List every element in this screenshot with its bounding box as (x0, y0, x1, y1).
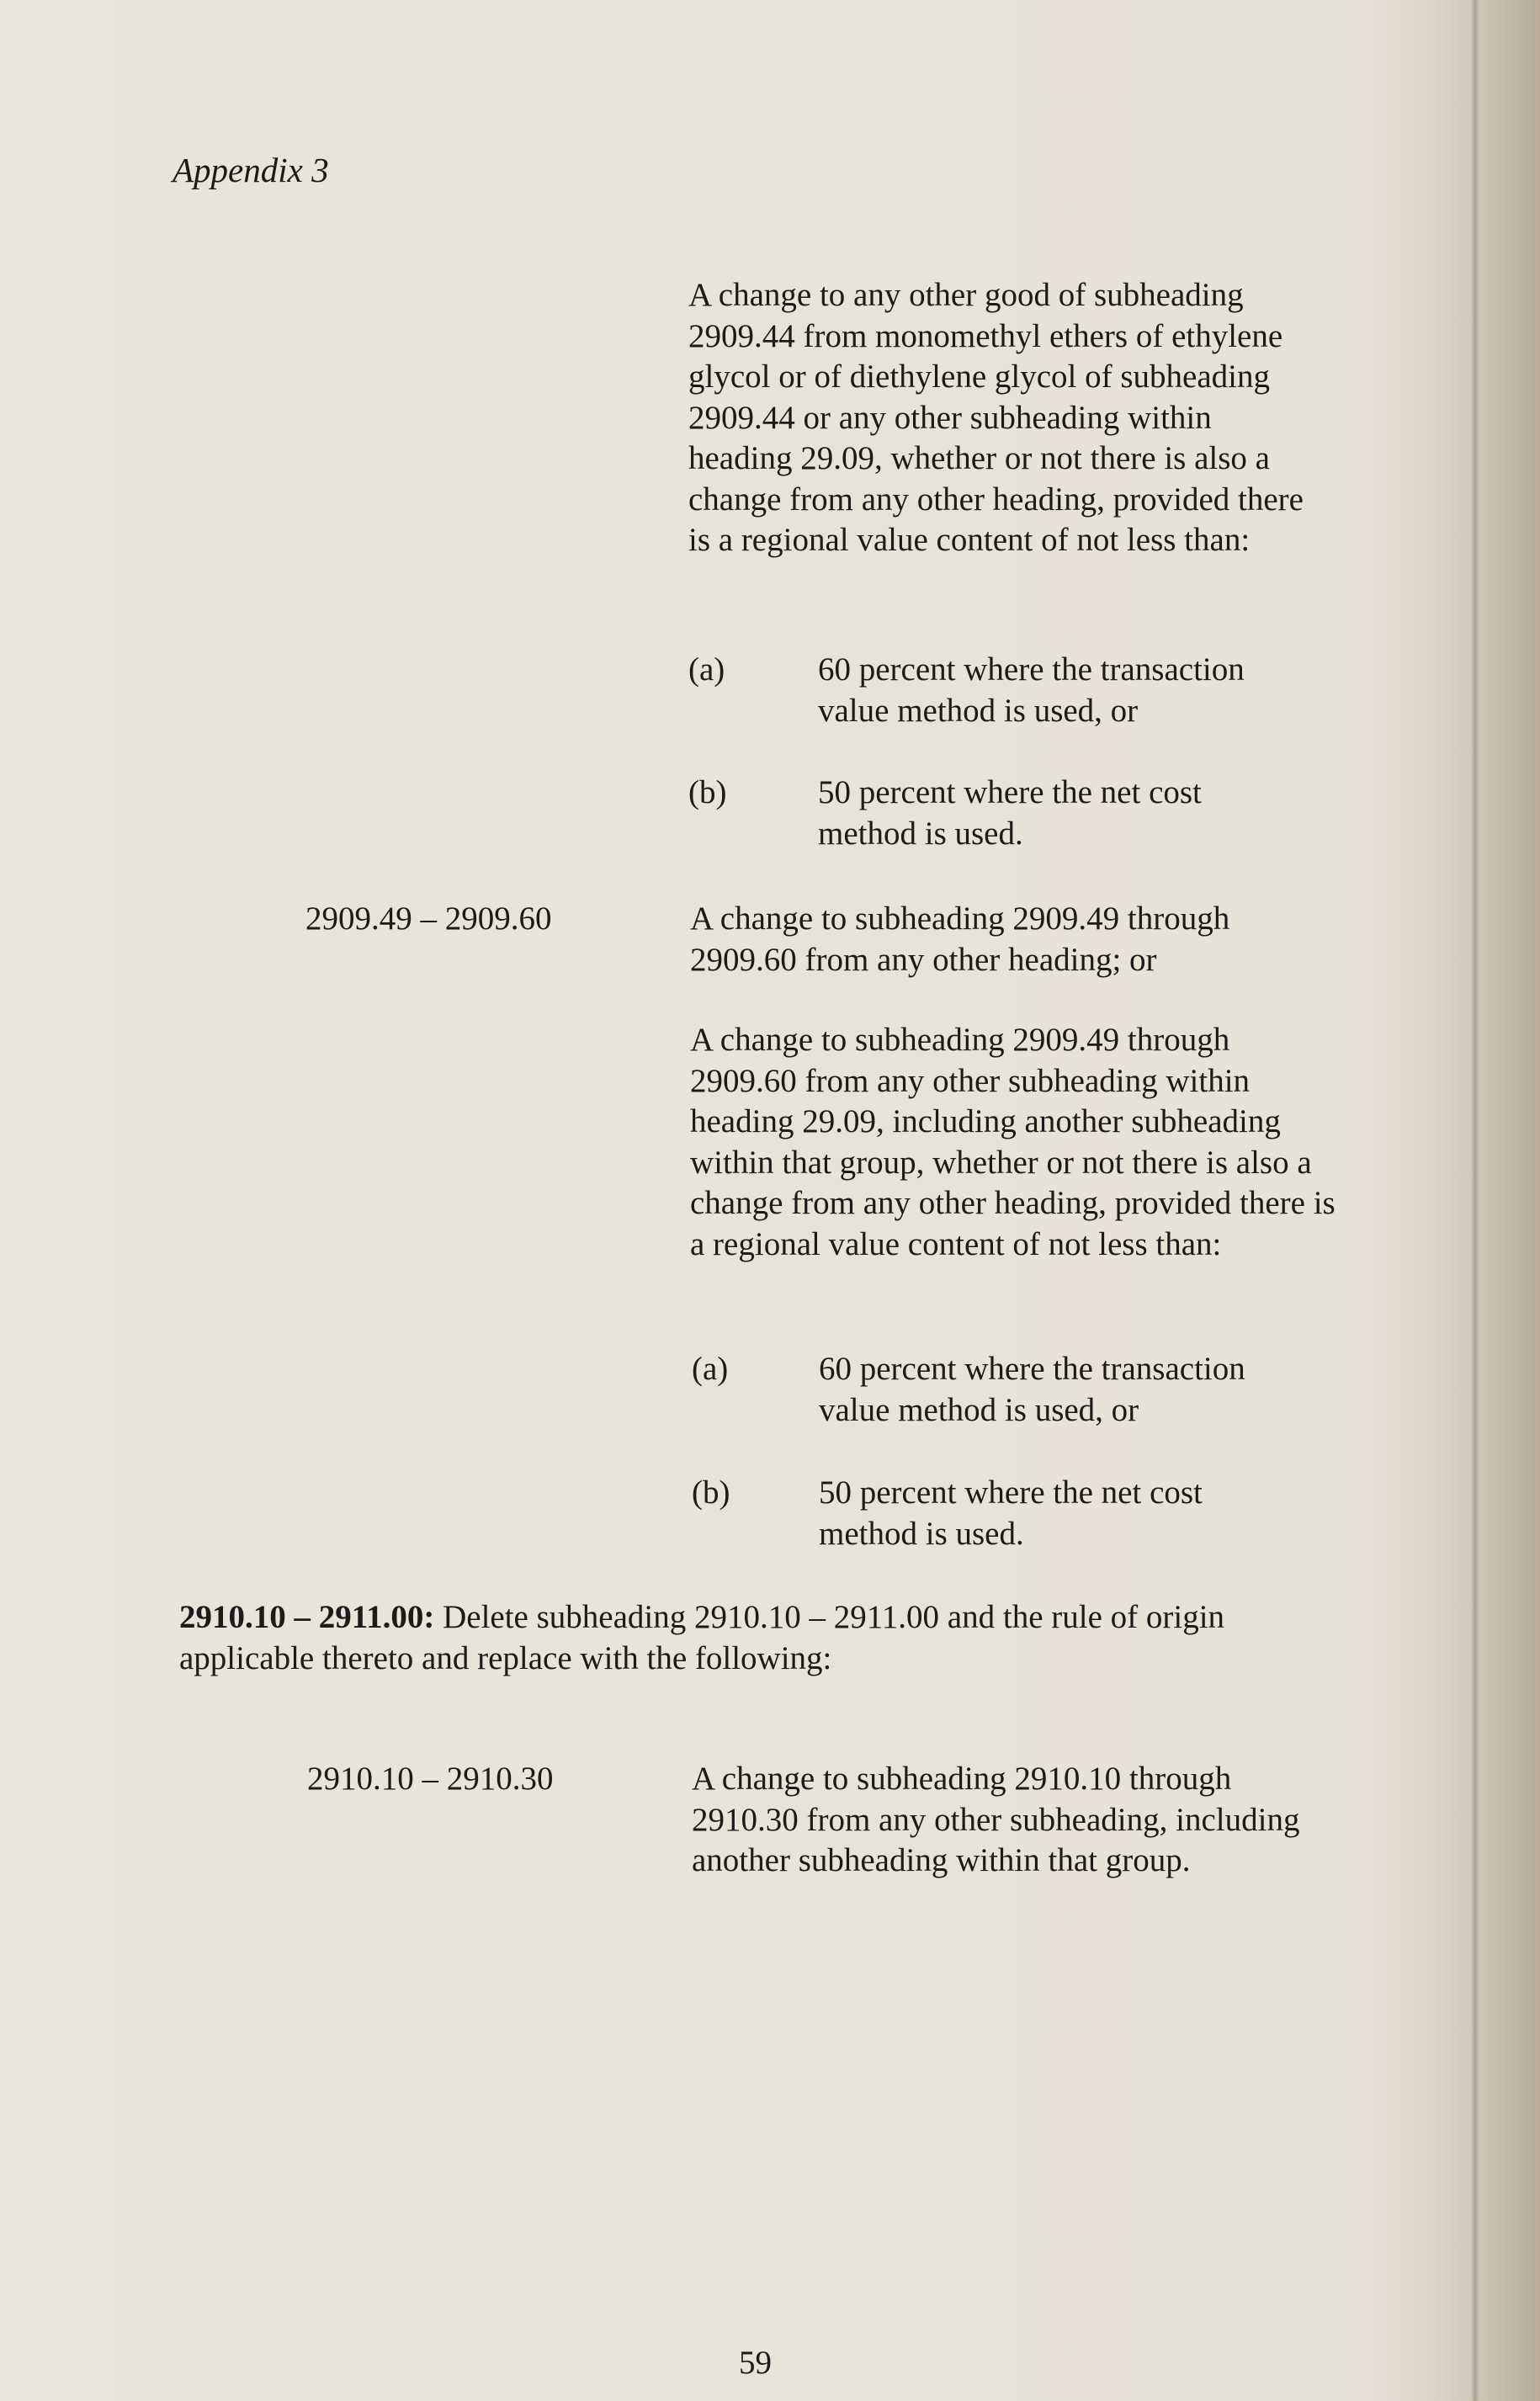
page-number: 59 (739, 2345, 772, 2381)
item-label-b: (b) (692, 1474, 730, 1511)
item-text-b: 50 percent where the net cost method is used. (819, 1474, 1203, 1552)
item-text-a: 60 percent where the transaction value method is used, or (818, 651, 1245, 729)
rule-paragraph-2909-44: A change to any other good of subheading 2909.44 from monomethyl ethers of ethylene glycol or of diethylene glycol of subheading 2909.44 or any other subheading within heading 29.09, whether or not there is also a change from any other heading, provided there is a regional value content of not less than: (688, 277, 1304, 558)
amendment-instruction-text: Delete subheading 2910.10 – 2911.00 and the rule of origin applicable thereto and replace with the following: (179, 1599, 1225, 1676)
rule-paragraph-2910-10: A change to subheading 2910.10 through 2910.30 from any other subheading, including another subheading within that group. (692, 1761, 1300, 1878)
binding-shadow (1471, 0, 1479, 2401)
subheading-code-2909-49: 2909.49 – 2909.60 (305, 900, 552, 937)
item-label-a: (a) (688, 651, 725, 688)
item-label-b: (b) (688, 774, 727, 810)
running-head: Appendix 3 (173, 151, 329, 189)
subheading-code-2910-10: 2910.10 – 2910.30 (307, 1761, 554, 1797)
amendment-instruction (179, 1597, 1341, 1679)
item-text-b: 50 percent where the net cost method is used. (818, 774, 1202, 852)
rule-paragraph-2909-49-subheading: A change to subheading 2909.49 through 2909.60 from any other subheading within heading 29.09, including another subheading within that group, whether or not there is also a change from any other heading, provided there is a regional value content of not less than: (690, 1022, 1336, 1262)
item-label-a: (a) (692, 1351, 729, 1387)
amendment-instruction-lead: 2910.10 – 2911.00: (179, 1599, 435, 1635)
item-text-a: 60 percent where the transaction value method is used, or (819, 1351, 1245, 1428)
rule-paragraph-2909-49-heading: A change to subheading 2909.49 through 2909.60 from any other heading; or (690, 900, 1230, 978)
